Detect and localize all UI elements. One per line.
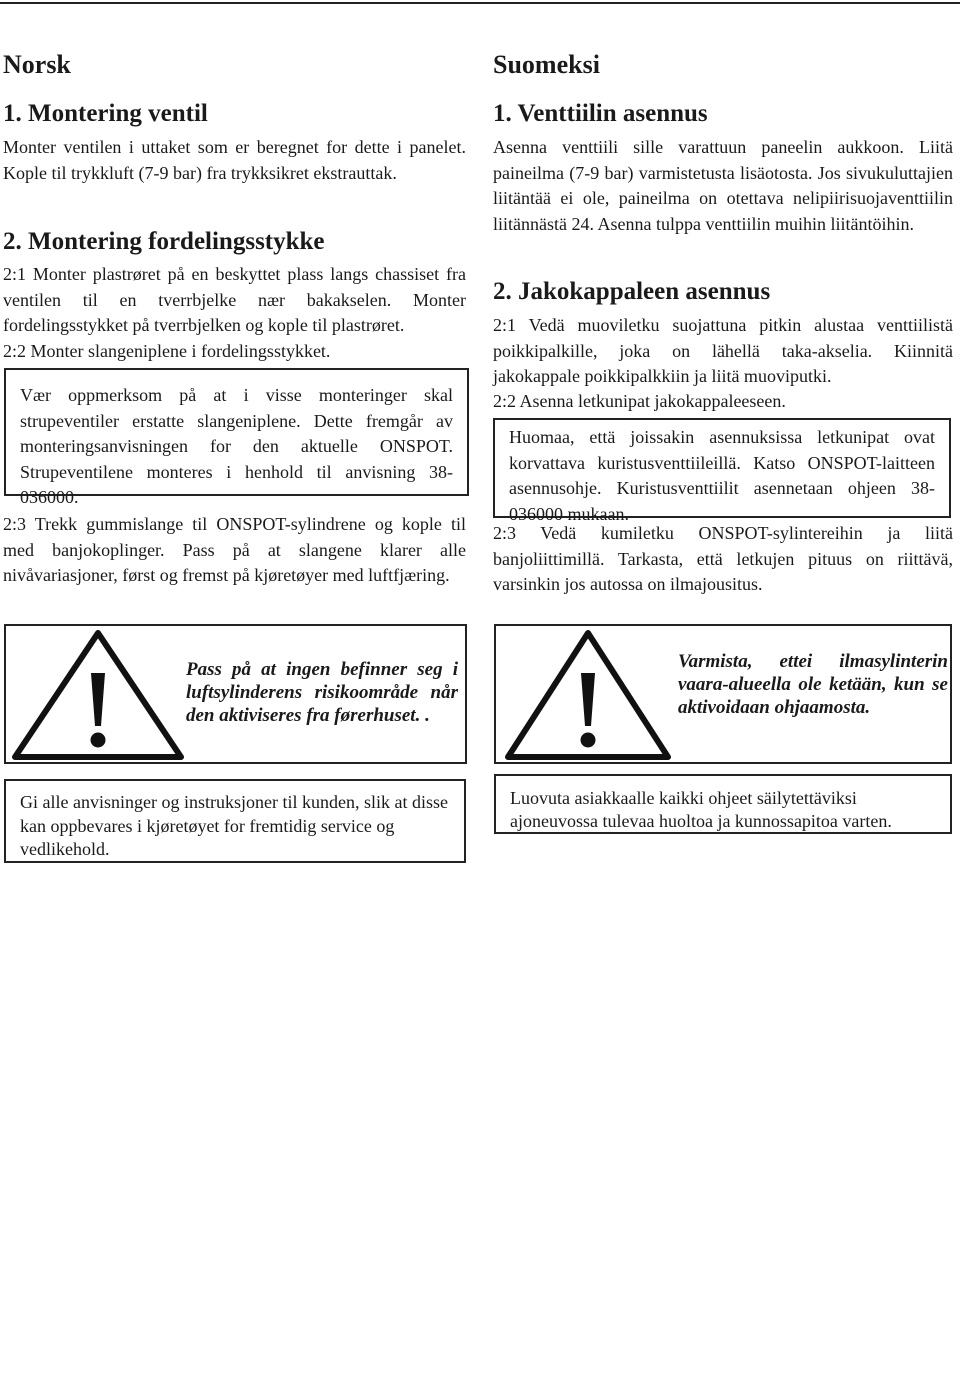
warning-box-suomi — [494, 624, 952, 764]
step-2-1-fi: 2:1 Vedä muoviletku suojattuna pitkin alustaa venttiilistä poikkipalkille, joka on lähellä taka-akselia. Kiinnitä jakokappale poikkipalkkiin ja liitä muoviputki. — [493, 315, 953, 386]
section-text-valve: Monter ventilen i uttaket som er beregnet for dette i panelet. Kople til trykkluft (7-9 bar) fra trykksikret ekstrauttak. — [3, 137, 466, 183]
step-2-2-fi: 2:2 Asenna letkunipat jakokappaleeseen. — [493, 391, 786, 411]
warning-triangle-icon — [11, 629, 185, 761]
warning-text-suomi: Varmista, ettei ilmasylinterin vaara-alueella ole ketään, kun se aktivoidaan ohjaamosta. — [678, 651, 948, 718]
step-2-3: 2:3 Trekk gummislange til ONSPOT-sylindrene og kople til med banjokoplinger. Pass på at slangene klarer alle nivåvariasjoner, først og fremst på kjøretøyer med luftfjæring. — [3, 514, 466, 585]
section-title-distributor-fi: 2. Jakokappaleen asennus — [493, 278, 771, 305]
section-title-valve-fi: 1. Venttiilin asennus — [493, 100, 708, 127]
handover-text-suomi: Luovuta asiakkaalle kaikki ohjeet säilytettäviksi ajoneuvossa tulevaa huoltoa ja kunnossapitoa varten. — [510, 788, 892, 831]
section-title-distributor: 2. Montering fordelingsstykke — [3, 228, 325, 255]
warning-triangle-icon — [504, 629, 672, 761]
note-box-norsk — [4, 368, 469, 507]
note-text: Vær oppmerksom på at i visse monteringer skal strupeventiler erstatte slangeniplene. Dette fremgår av monteringsanvisningen for den aktuelle ONSPOT. Strupeventilene monteres i henhold til anvisning 38-036000. — [20, 385, 453, 507]
step-2-1: 2:1 Monter plastrøret på en beskyttet plass langs chassiset fra ventilen til en tverrbjelke nær bakakselen. Monter fordelingsstykket på tverrbjelken og kople til plastrøret. — [3, 264, 466, 335]
warning-box-norsk — [4, 624, 467, 764]
step-2-3-fi: 2:3 Vedä kumiletku ONSPOT-sylintereihin ja liitä banjoliittimillä. Tarkasta, että letkujen pituus on riittävä, varsinkin jos autossa on ilmajousitus. — [493, 523, 953, 594]
handover-box-suomi — [494, 774, 952, 834]
note-box-suomi — [493, 418, 951, 524]
handover-box-norsk — [4, 779, 466, 863]
top-rule — [0, 2, 960, 4]
language-heading-norsk: Norsk — [3, 50, 71, 79]
warning-text-norsk: Pass på at ingen befinner seg i luftsylinderens risikoområde når den aktiviseres fra førerhuset. . — [186, 659, 458, 726]
step-2-2: 2:2 Monter slangeniplene i fordelingsstykket. — [3, 341, 331, 361]
handover-text-norsk: Gi alle anvisninger og instruksjoner til kunden, slik at disse kan oppbevares i kjøretøyet for fremtidig service og vedlikehold. — [20, 792, 448, 859]
section-title-valve: 1. Montering ventil — [3, 100, 208, 127]
language-heading-suomi: Suomeksi — [493, 50, 600, 79]
note-text-fi: Huomaa, että joissakin asennuksissa letkunipat ovat korvattava kuristusventtiileillä. Katso ONSPOT-laitteen asennusohje. Kuristusventtiilit asennetaan ohjeen 38-036000 mukaan. — [509, 427, 935, 524]
section-text-valve-fi: Asenna venttiili sille varattuun paneelin aukkoon. Liitä paineilma (7-9 bar) varmistetusta lisäotosta. Jos sivukuluttajien liitäntää ei ole, paineilma on otettava nelipiirisuojaventtiilin liitännästä 24. Asenna tulppa venttiilin muihin liitäntöihin. — [493, 137, 953, 234]
